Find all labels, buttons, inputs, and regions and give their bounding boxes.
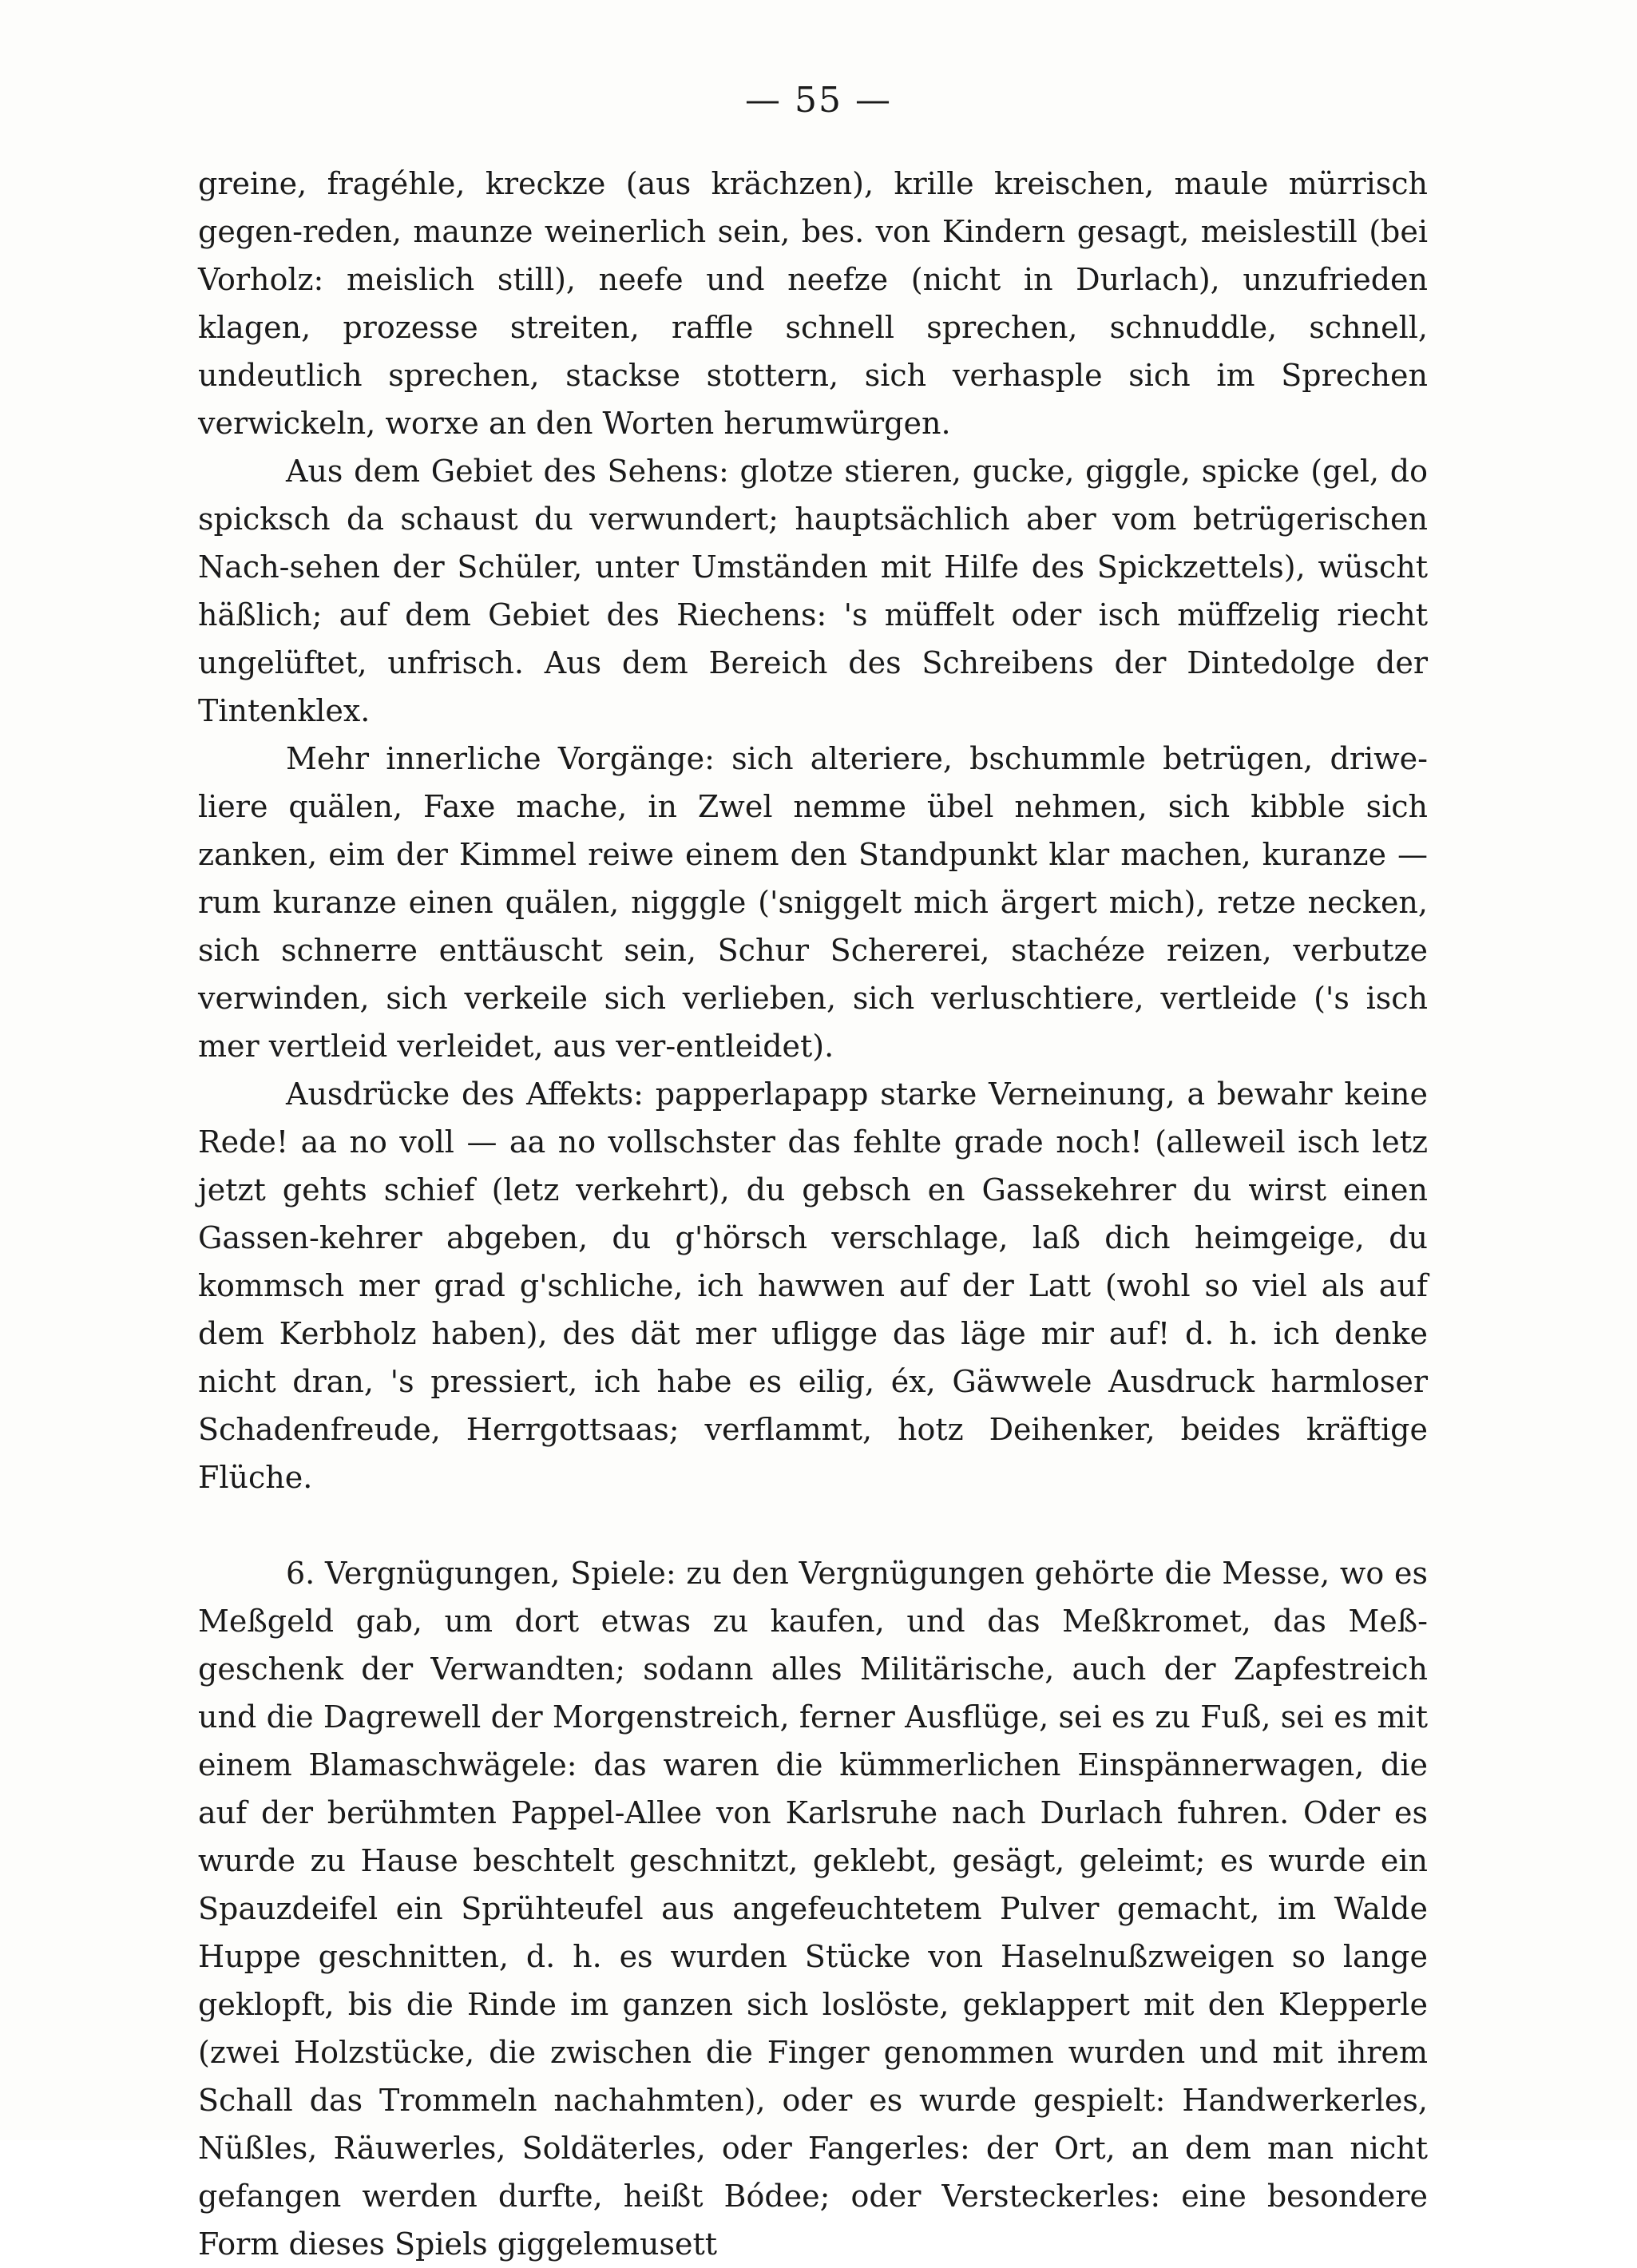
body-text: [198, 160, 1428, 2268]
page-number: — 55 —: [745, 80, 892, 121]
paragraph-speech-verbs: greine, fragéhle, kreckze (aus krächzen), krille kreischen, maule mürrisch gegen-reden, maunze weinerlich sein, bes. von Kindern gesagt, meislestill (bei Vorholz: meislich still), neefe und neefze (nicht in Durlach), unzufrieden klagen, prozesse streiten, raffle schnell sprechen, schnuddle, schnell, undeutlich sprechen, stackse stottern, sich verhasple sich im Sprechen verwickeln, worxe an den Worten herumwürgen.: [198, 166, 1428, 441]
paragraph-seeing-smelling: Aus dem Gebiet des Sehens: glotze stieren, gucke, giggle, spicke (gel, do spicksch da schaust du verwundert; hauptsächlich aber vom betrügerischen Nach-sehen der Schüler, unter Umständen mit Hilfe des Spickzettels), wüscht häßlich; auf dem Gebiet des Riechens: 's müffelt oder isch müffzelig riecht ungelüftet, unfrisch. Aus dem Bereich des Schreibens der Dintedolge der Tintenklex.: [198, 454, 1428, 728]
paragraph-affect-expressions: Ausdrücke des Affekts: papperlapapp starke Verneinung, a bewahr keine Rede! aa no voll — aa no vollschster das fehlte grade noch! (alleweil isch letz jetzt gehts schief (letz verkehrt), du gebsch en Gassekehrer du wirst einen Gassen-kehrer abgeben, du g'hörsch verschlage, laß dich heimgeige, du kommsch mer grad g'schliche, ich hawwen auf der Latt (wohl so viel als auf dem Kerbholz haben), des dät mer ufligge das läge mir auf! d. h. ich denke nicht dran, 's pressiert, ich habe es eilig, éx, Gäwwele Ausdruck harmloser Schadenfreude, Herrgottsaas; verflammt, hotz Deihenker, beides kräftige Flüche.: [198, 1077, 1428, 1495]
paragraph-inner-processes: Mehr innerliche Vorgänge: sich alteriere, bschummle betrügen, driwe-liere quälen, Faxe mache, in Zwel nemme übel nehmen, sich kibble sich zanken, eim der Kimmel reiwe einem den Standpunkt klar machen, kuranze — rum kuranze einen quälen, nigggle ('sniggelt mich ärgert mich), retze necken, sich schnerre enttäuscht sein, Schur Schererei, stachéze reizen, verbutze verwinden, sich verkeile sich verlieben, sich verluschtiere, vertleide ('s isch mer vertleid verleidet, aus ver-entleidet).: [198, 741, 1428, 1064]
paragraph-amusements-games: 6. Vergnügungen, Spiele: zu den Vergnügungen gehörte die Messe, wo es Meßgeld gab, um dort etwas zu kaufen, und das Meßkromet, das Meß-geschenk der Verwandten; sodann alles Militärische, auch der Zapfestreich und die Dagrewell der Morgenstreich, ferner Ausflüge, sei es zu Fuß, sei es mit einem Blamaschwägele: das waren die kümmerlichen Einspännerwagen, die auf der berühmten Pappel-Allee von Karlsruhe nach Durlach fuhren. Oder es wurde zu Hause beschtelt geschnitzt, geklebt, gesägt, geleimt; es wurde ein Spauzdeifel ein Sprühteufel aus angefeuchtetem Pulver gemacht, im Walde Huppe geschnitten, d. h. es wurden Stücke von Haselnußzweigen so lange geklopft, bis die Rinde im ganzen sich loslöste, geklappert mit den Klepperle (zwei Holzstücke, die zwischen die Finger genommen wurden und mit ihrem Schall das Trommeln nachahmten), oder es wurde gespielt: Handwerkerles, Nüßles, Räuwerles, Soldäterles, oder Fangerles: der Ort, an dem man nicht gefangen werden durfte, heißt Bódee; oder Versteckerles: eine besondere Form dieses Spiels giggelemusett: [198, 1556, 1428, 2262]
